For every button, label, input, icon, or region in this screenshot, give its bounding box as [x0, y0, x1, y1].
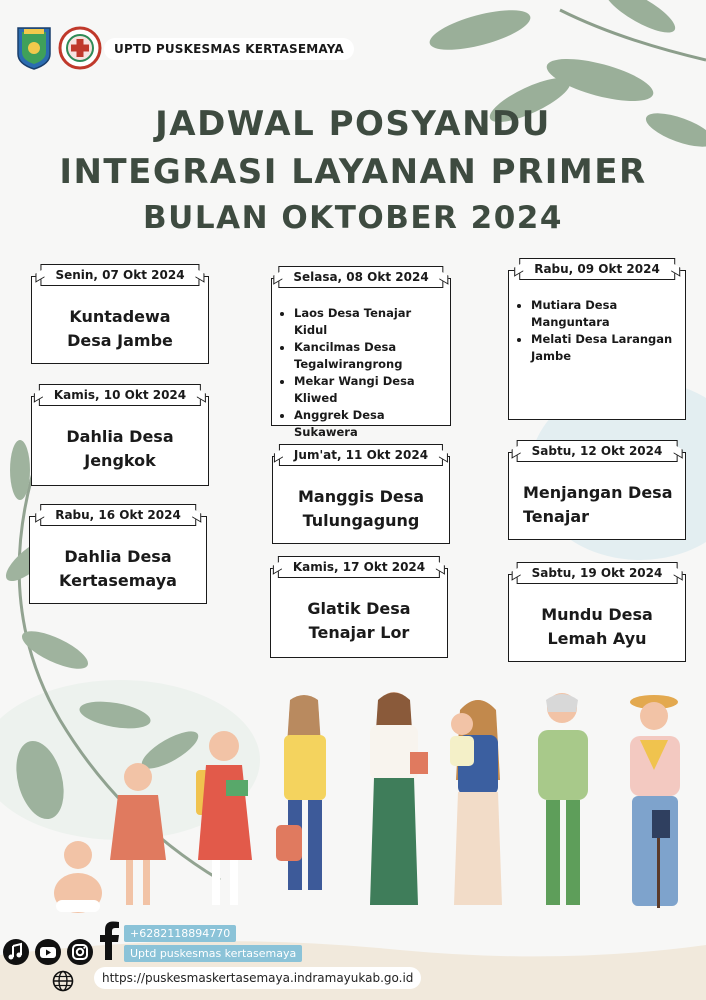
card-line: Manggis Desa — [297, 487, 425, 506]
list-item: • Anggrek Desa Sukawera — [294, 407, 446, 441]
card-location — [273, 485, 449, 533]
list-item: • Mutiara Desa Manguntara — [531, 297, 681, 331]
schedule-card — [271, 270, 451, 439]
card-line: Dahlia Desa — [66, 427, 174, 446]
list-item: • Kancilmas Desa Tegalwirangrong — [294, 339, 446, 373]
schedule-card — [270, 560, 448, 658]
facebook-icon[interactable] — [98, 920, 122, 960]
website-link[interactable]: https://puskesmaskertasemaya.indramayukab.go.id — [94, 967, 421, 989]
title-line-3: BULAN OKTOBER 2024 — [143, 200, 563, 236]
facebook-account[interactable]: Uptd puskesmas kertasemaya — [124, 945, 302, 962]
card-date: Sabtu, 12 Okt 2024 — [517, 440, 678, 462]
schedule-card — [272, 448, 450, 544]
card-location — [32, 305, 208, 353]
card-date: Jum'at, 11 Okt 2024 — [279, 444, 443, 466]
schedule-card — [31, 268, 209, 364]
youtube-icon[interactable] — [34, 938, 62, 966]
card-line: Mundu Desa — [541, 605, 653, 624]
card-line: Jengkok — [84, 451, 156, 470]
title-line-2: INTEGRASI LAYANAN PRIMER — [59, 152, 647, 192]
card-location — [32, 425, 208, 473]
card-line: Tulungagung — [302, 511, 420, 530]
regency-crest-icon — [16, 26, 52, 70]
list-item: • Mekar Wangi Desa Kliwed — [294, 373, 446, 407]
card-date: Kamis, 10 Okt 2024 — [39, 384, 201, 406]
card-line: Tenajar — [523, 507, 589, 526]
card-date: Rabu, 09 Okt 2024 — [519, 258, 675, 280]
card-location — [30, 545, 206, 593]
schedule-card — [31, 388, 209, 486]
title-line-1: JADWAL POSYANDU — [155, 104, 551, 144]
card-location — [271, 597, 447, 645]
card-date: Kamis, 17 Okt 2024 — [278, 556, 440, 578]
list-item: • Melati Desa Larangan Jambe — [531, 331, 681, 365]
puskesmas-logo-icon — [58, 26, 102, 70]
schedule-card — [508, 566, 686, 662]
tiktok-icon[interactable] — [2, 938, 30, 966]
card-line: Kuntadewa — [69, 307, 171, 326]
card-date: Senin, 07 Okt 2024 — [40, 264, 199, 286]
card-date: Selasa, 08 Okt 2024 — [278, 266, 443, 288]
globe-icon[interactable] — [52, 970, 74, 992]
phone-number[interactable]: +6282118894770 — [124, 925, 236, 942]
card-location-list — [282, 305, 446, 441]
card-line: Tenajar Lor — [308, 623, 410, 642]
card-line: Glatik Desa — [307, 599, 411, 618]
card-date: Rabu, 16 Okt 2024 — [40, 504, 196, 526]
card-line: Lemah Ayu — [547, 629, 647, 648]
schedule-card — [29, 508, 207, 604]
card-line: Dahlia Desa — [64, 547, 172, 566]
card-line: Kertasemaya — [59, 571, 177, 590]
card-line: Desa Jambe — [67, 331, 173, 350]
schedule-card — [508, 262, 686, 420]
card-date: Sabtu, 19 Okt 2024 — [517, 562, 678, 584]
card-line: Menjangan Desa — [523, 483, 673, 502]
org-name: UPTD PUSKESMAS KERTASEMAYA — [104, 38, 354, 60]
instagram-icon[interactable] — [66, 938, 94, 966]
card-location — [509, 603, 685, 651]
schedule-card — [508, 444, 686, 540]
card-location — [509, 481, 685, 529]
list-item: • Laos Desa Tenajar Kidul — [294, 305, 446, 339]
card-location-list — [519, 297, 681, 365]
